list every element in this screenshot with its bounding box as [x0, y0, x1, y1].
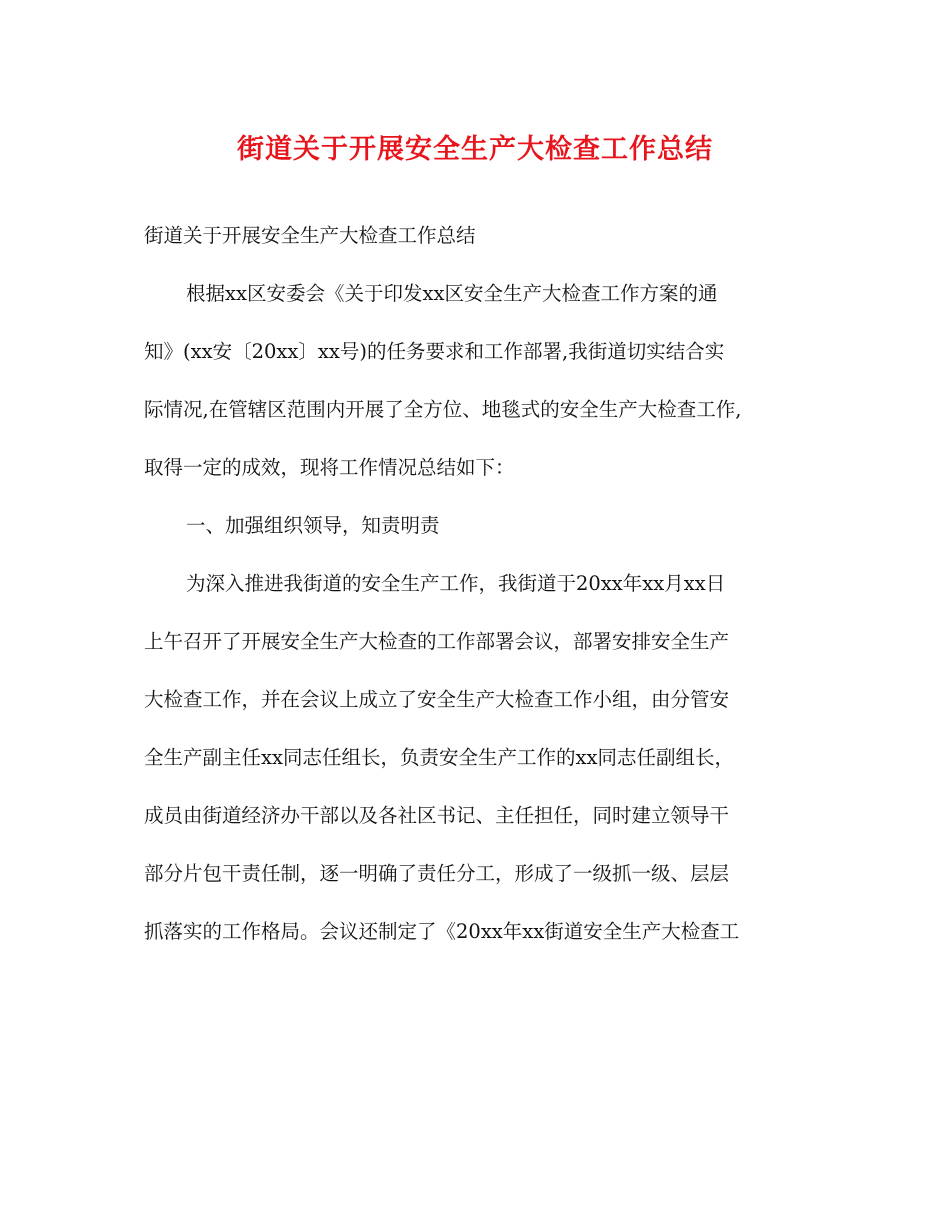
- body-line: 全生产副主任xx同志任组长，负责安全生产工作的xx同志任副组长，: [144, 746, 734, 769]
- body-line: 大检查工作，并在会议上成立了安全生产大检查工作小组，由分管安: [144, 688, 730, 711]
- document-body: [144, 214, 804, 968]
- body-line: 成员由街道经济办干部以及各社区书记、主任担任，同时建立领导干: [144, 804, 730, 827]
- body-line: 取得一定的成效，现将工作情况总结如下：: [144, 456, 515, 479]
- body-line: 知》(xx安〔20xx〕xx号)的任务要求和工作部署,我街道切实结合实: [144, 340, 725, 363]
- body-line: 根据xx区安委会《关于印发xx区安全生产大检查工作方案的通: [186, 282, 718, 305]
- section-heading: 一、加强组织领导，知责明责: [186, 514, 440, 537]
- body-line: 上午召开了开展安全生产大检查的工作部署会议，部署安排安全生产: [144, 630, 730, 653]
- body-line: 抓落实的工作格局。会议还制定了《20xx年xx街道安全生产大检查工: [144, 920, 740, 943]
- body-line: 为深入推进我街道的安全生产工作，我街道于20xx年xx月xx日: [186, 572, 726, 595]
- body-line-subtitle: 街道关于开展安全生产大检查工作总结: [144, 224, 476, 247]
- document-title: 街道关于开展安全生产大检查工作总结: [237, 134, 713, 165]
- body-line: 部分片包干责任制，逐一明确了责任分工，形成了一级抓一级、层层: [144, 862, 730, 885]
- body-line: 际情况,在管辖区范围内开展了全方位、地毯式的安全生产大检查工作,: [144, 398, 742, 421]
